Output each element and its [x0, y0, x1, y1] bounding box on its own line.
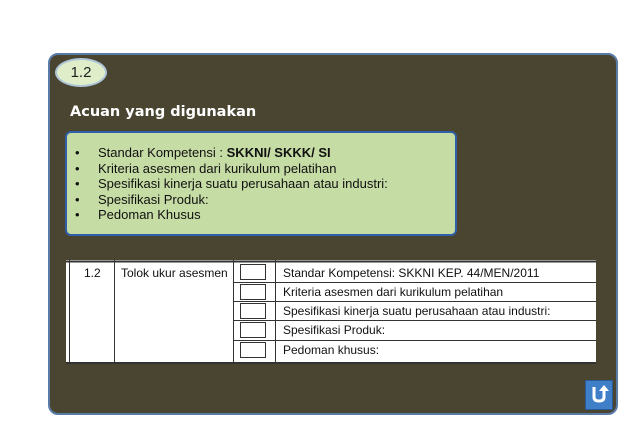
- option-checkbox[interactable]: [240, 264, 266, 280]
- option-label: Standar Kompetensi: SKKNI KEP. 44/MEN/2011: [283, 266, 540, 280]
- reference-item: • Spesifikasi Produk:: [75, 191, 209, 207]
- assessment-table: [66, 260, 596, 364]
- reference-list-box: [65, 131, 457, 236]
- option-checkbox[interactable]: [240, 284, 266, 300]
- reference-item: • Spesifikasi kinerja suatu perusahaan atau industri:: [75, 176, 388, 192]
- row-number: 1.2: [84, 266, 101, 280]
- return-button[interactable]: [585, 380, 613, 410]
- option-label: Kriteria asesmen dari kurikulum pelatihan: [283, 285, 504, 299]
- criterion-label: Tolok ukur asesmen: [121, 266, 228, 280]
- reference-item: • Pedoman Khusus: [75, 207, 201, 223]
- section-number: 1.2: [70, 64, 92, 81]
- return-arrow-icon: [589, 382, 609, 409]
- option-checkbox[interactable]: [240, 342, 266, 358]
- section-number-badge: [55, 58, 107, 87]
- option-label: Spesifikasi kinerja suatu perusahaan atau industri:: [283, 304, 551, 318]
- reference-item: • Standar Kompetensi : SKKNI/ SKKK/ SI: [75, 145, 331, 160]
- option-label: Spesifikasi Produk:: [283, 323, 386, 337]
- reference-list: [75, 145, 455, 223]
- option-checkbox[interactable]: [240, 322, 266, 338]
- section-heading: Acuan yang digunakan: [70, 104, 257, 120]
- reference-item: • Kriteria asesmen dari kurikulum pelatihan: [75, 160, 337, 176]
- option-checkbox[interactable]: [240, 303, 266, 319]
- option-label: Pedoman khusus:: [283, 343, 380, 357]
